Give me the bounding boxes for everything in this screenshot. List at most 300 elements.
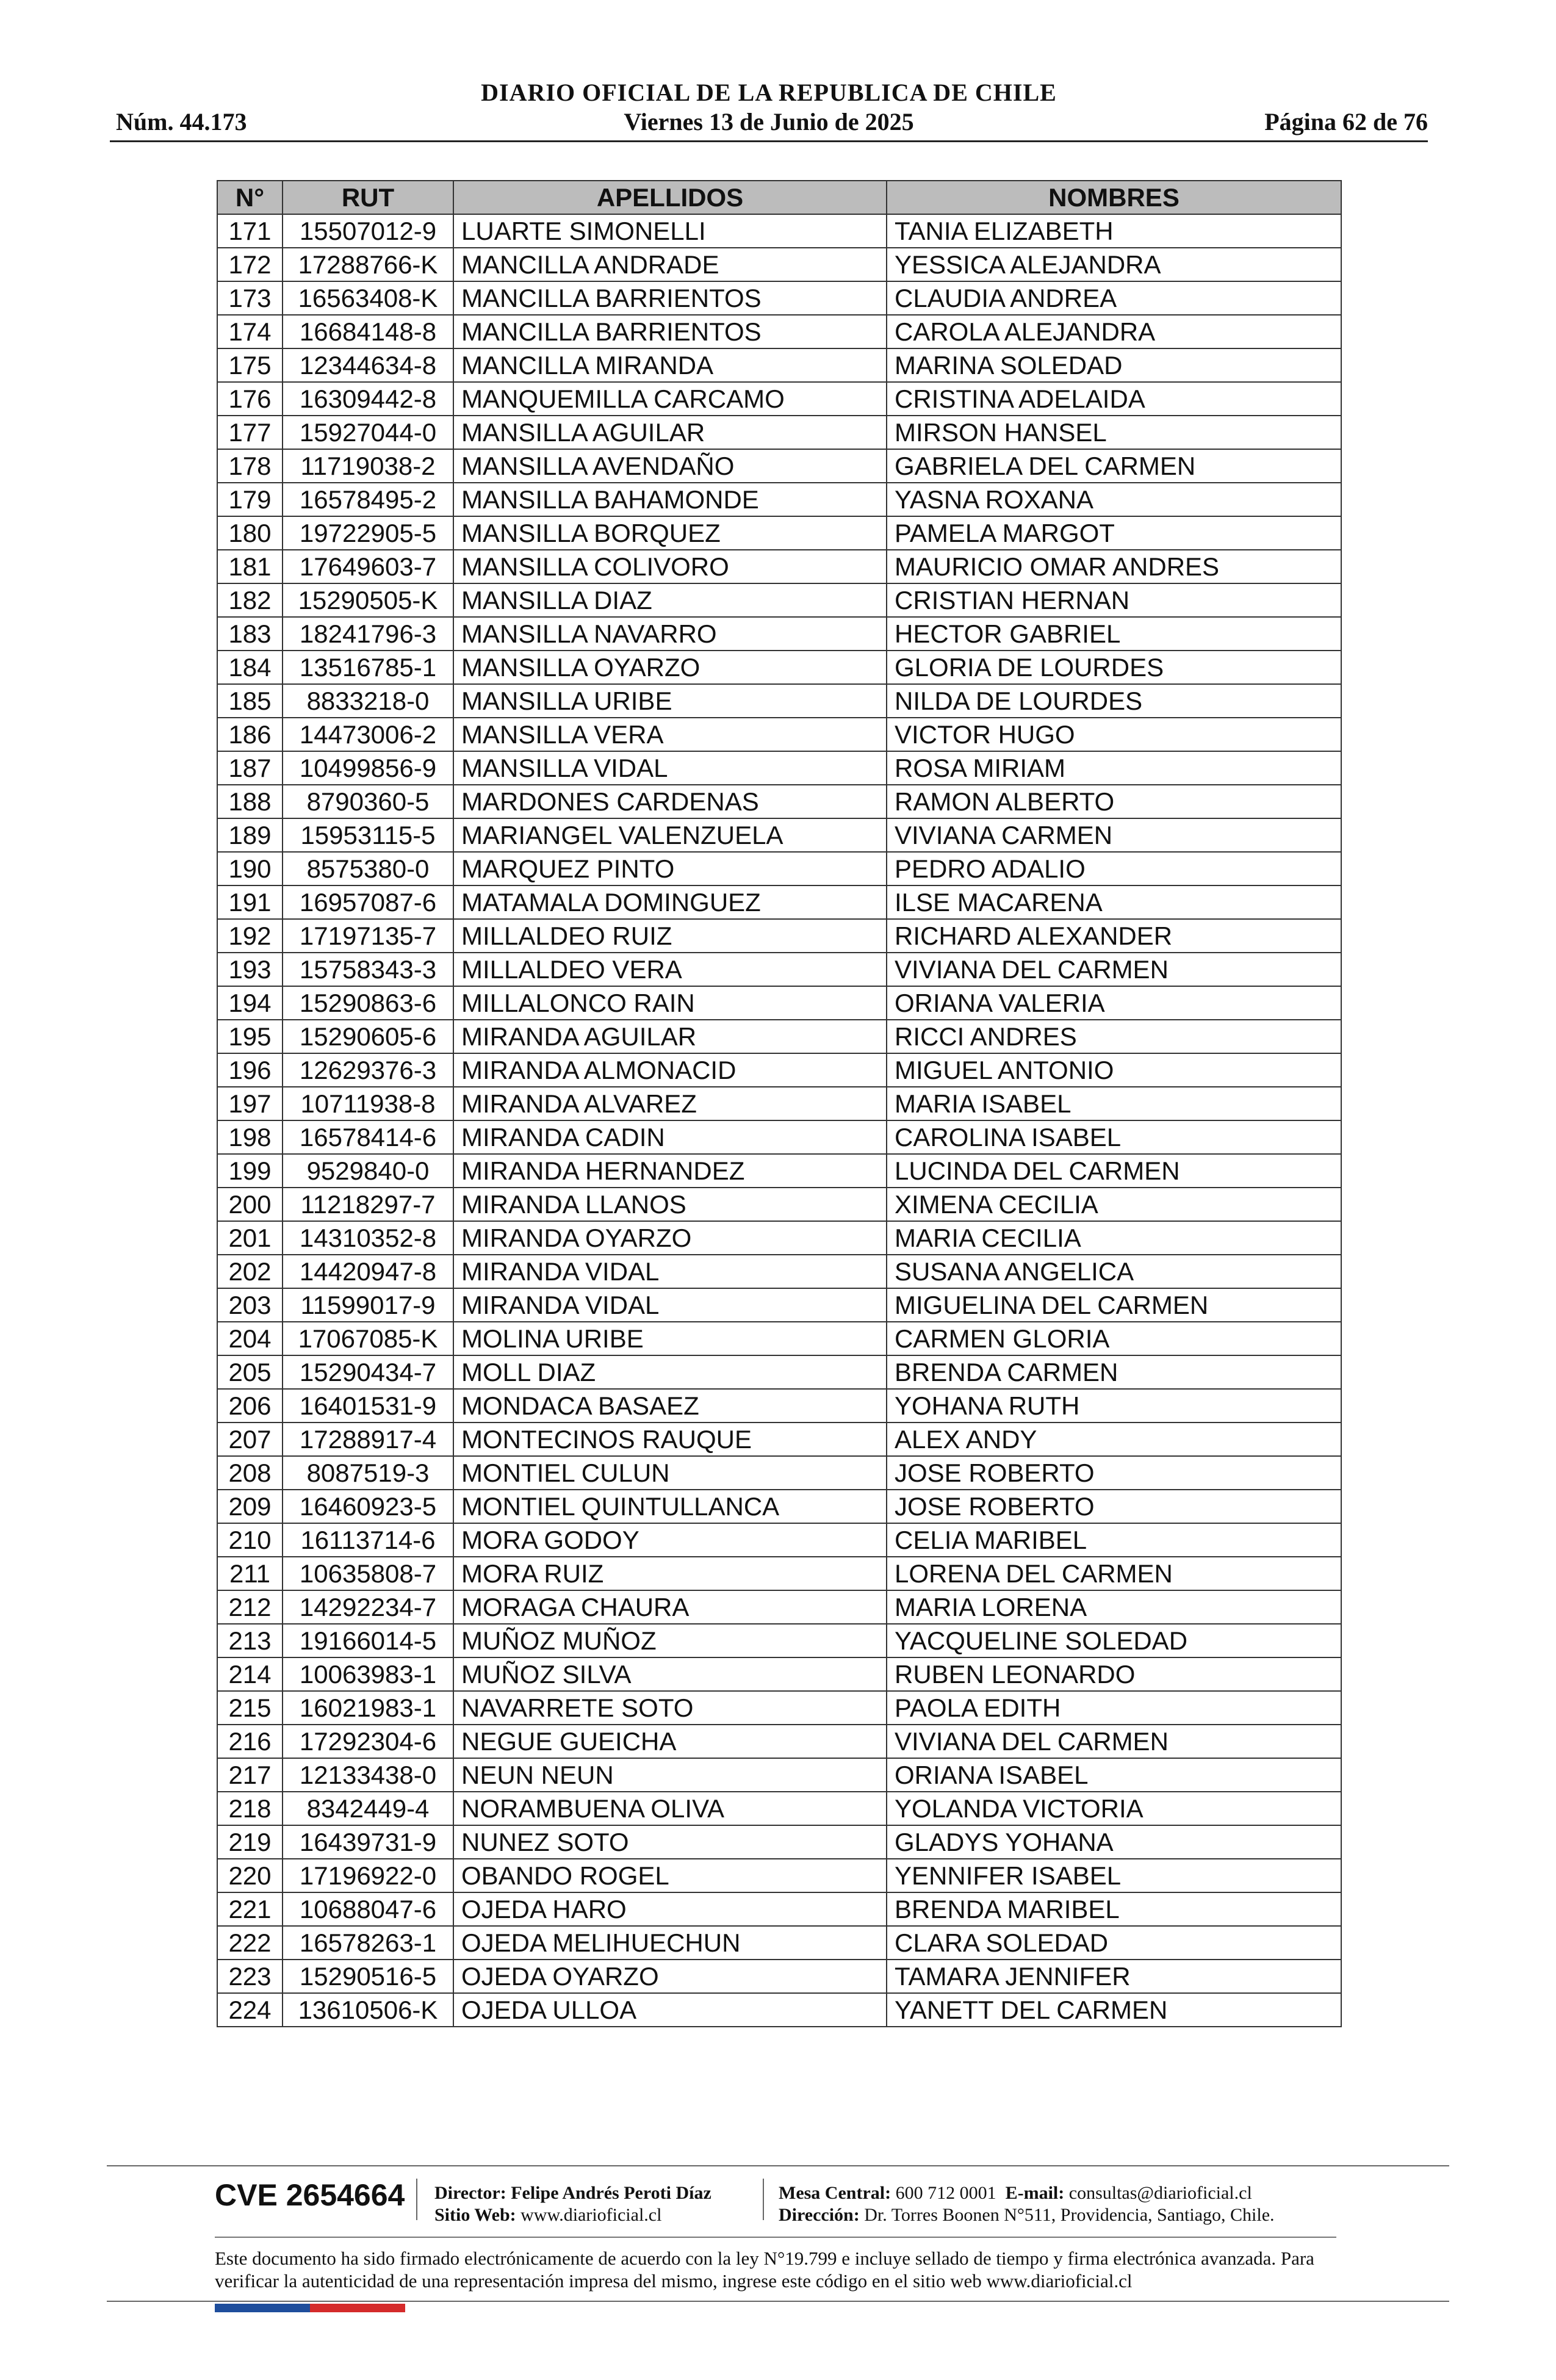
row-surnames: MONTECINOS RAUQUE xyxy=(453,1423,887,1456)
row-names: CELIA MARIBEL xyxy=(887,1523,1341,1557)
table-row xyxy=(217,1188,1341,1221)
row-names: RAMON ALBERTO xyxy=(887,785,1341,818)
row-rut: 16021983-1 xyxy=(283,1691,453,1725)
row-surnames: MANSILLA BORQUEZ xyxy=(453,516,887,550)
row-surnames: OJEDA ULLOA xyxy=(453,1993,887,2027)
row-rut: 8790360-5 xyxy=(283,785,453,818)
footer-divider-middle xyxy=(215,2237,1336,2238)
row-surnames: MANSILLA NAVARRO xyxy=(453,617,887,651)
row-number: 222 xyxy=(217,1926,283,1960)
row-surnames: MANCILLA ANDRADE xyxy=(453,248,887,281)
row-surnames: MIRANDA LLANOS xyxy=(453,1188,887,1221)
row-rut: 8833218-0 xyxy=(283,684,453,718)
row-names: YESSICA ALEJANDRA xyxy=(887,248,1341,281)
row-number: 200 xyxy=(217,1188,283,1221)
row-number: 175 xyxy=(217,348,283,382)
row-rut: 17288917-4 xyxy=(283,1423,453,1456)
table-header-row xyxy=(217,181,1341,214)
row-surnames: MIRANDA ALVAREZ xyxy=(453,1087,887,1120)
row-surnames: MILLALONCO RAIN xyxy=(453,986,887,1020)
table-body xyxy=(217,214,1341,2027)
row-number: 189 xyxy=(217,818,283,852)
row-surnames: MIRANDA AGUILAR xyxy=(453,1020,887,1053)
row-surnames: NORAMBUENA OLIVA xyxy=(453,1792,887,1825)
table-row xyxy=(217,1557,1341,1590)
mesa-label: Mesa Central: xyxy=(779,2183,891,2203)
table-row xyxy=(217,483,1341,516)
row-surnames: OJEDA HARO xyxy=(453,1892,887,1926)
row-number: 187 xyxy=(217,751,283,785)
row-surnames: MANCILLA BARRIENTOS xyxy=(453,315,887,348)
column-header-surnames: APELLIDOS xyxy=(453,181,887,214)
row-names: XIMENA CECILIA xyxy=(887,1188,1341,1221)
row-rut: 15507012-9 xyxy=(283,214,453,248)
row-rut: 16578414-6 xyxy=(283,1120,453,1154)
table-row xyxy=(217,852,1341,885)
row-surnames: MILLALDEO VERA xyxy=(453,953,887,986)
row-rut: 16460923-5 xyxy=(283,1490,453,1523)
row-names: JOSE ROBERTO xyxy=(887,1490,1341,1523)
row-number: 208 xyxy=(217,1456,283,1490)
row-rut: 17292304-6 xyxy=(283,1725,453,1758)
table-row xyxy=(217,1523,1341,1557)
row-number: 179 xyxy=(217,483,283,516)
row-names: MIGUEL ANTONIO xyxy=(887,1053,1341,1087)
table-row xyxy=(217,550,1341,583)
row-names: RICCI ANDRES xyxy=(887,1020,1341,1053)
row-number: 172 xyxy=(217,248,283,281)
row-rut: 15953115-5 xyxy=(283,818,453,852)
table-row xyxy=(217,1590,1341,1624)
table-row xyxy=(217,818,1341,852)
row-number: 201 xyxy=(217,1221,283,1255)
row-number: 178 xyxy=(217,449,283,483)
address-text: Dr. Torres Boonen N°511, Providencia, Santiago, Chile. xyxy=(864,2205,1275,2225)
row-number: 205 xyxy=(217,1355,283,1389)
row-surnames: MANQUEMILLA CARCAMO xyxy=(453,382,887,416)
row-number: 182 xyxy=(217,583,283,617)
table-row xyxy=(217,214,1341,248)
row-rut: 11719038-2 xyxy=(283,449,453,483)
row-rut: 15758343-3 xyxy=(283,953,453,986)
row-surnames: MOLL DIAZ xyxy=(453,1355,887,1389)
row-number: 181 xyxy=(217,550,283,583)
row-names: CLARA SOLEDAD xyxy=(887,1926,1341,1960)
row-names: ORIANA ISABEL xyxy=(887,1758,1341,1792)
table-row xyxy=(217,449,1341,483)
table-row xyxy=(217,1859,1341,1892)
table-row xyxy=(217,1993,1341,2027)
mesa-phone: 600 712 0001 xyxy=(895,2183,996,2203)
row-number: 199 xyxy=(217,1154,283,1188)
row-rut: 16113714-6 xyxy=(283,1523,453,1557)
row-names: TANIA ELIZABETH xyxy=(887,214,1341,248)
row-surnames: MANCILLA BARRIENTOS xyxy=(453,281,887,315)
row-rut: 12344634-8 xyxy=(283,348,453,382)
row-surnames: MIRANDA HERNANDEZ xyxy=(453,1154,887,1188)
table-row xyxy=(217,1825,1341,1859)
row-names: VIVIANA CARMEN xyxy=(887,818,1341,852)
row-names: ORIANA VALERIA xyxy=(887,986,1341,1020)
row-number: 211 xyxy=(217,1557,283,1590)
row-surnames: MANSILLA AVENDAÑO xyxy=(453,449,887,483)
row-names: RICHARD ALEXANDER xyxy=(887,919,1341,953)
email-label: E-mail: xyxy=(1005,2183,1065,2203)
row-surnames: MANSILLA URIBE xyxy=(453,684,887,718)
row-rut: 18241796-3 xyxy=(283,617,453,651)
row-surnames: MIRANDA ALMONACID xyxy=(453,1053,887,1087)
table-row xyxy=(217,1255,1341,1288)
row-surnames: MANSILLA DIAZ xyxy=(453,583,887,617)
table-row xyxy=(217,1792,1341,1825)
row-surnames: MIRANDA VIDAL xyxy=(453,1288,887,1322)
row-names: MAURICIO OMAR ANDRES xyxy=(887,550,1341,583)
row-surnames: MANSILLA COLIVORO xyxy=(453,550,887,583)
row-names: GLORIA DE LOURDES xyxy=(887,651,1341,684)
row-rut: 9529840-0 xyxy=(283,1154,453,1188)
row-surnames: MIRANDA CADIN xyxy=(453,1120,887,1154)
row-rut: 8575380-0 xyxy=(283,852,453,885)
row-rut: 16957087-6 xyxy=(283,885,453,919)
row-surnames: OJEDA OYARZO xyxy=(453,1960,887,1993)
row-surnames: MIRANDA OYARZO xyxy=(453,1221,887,1255)
row-number: 195 xyxy=(217,1020,283,1053)
row-names: CAROLINA ISABEL xyxy=(887,1120,1341,1154)
row-number: 203 xyxy=(217,1288,283,1322)
row-names: ALEX ANDY xyxy=(887,1423,1341,1456)
row-number: 207 xyxy=(217,1423,283,1456)
row-number: 176 xyxy=(217,382,283,416)
page-header xyxy=(110,72,1428,145)
footer-divider-bottom xyxy=(107,2301,1449,2302)
row-surnames: MARDONES CARDENAS xyxy=(453,785,887,818)
row-names: BRENDA MARIBEL xyxy=(887,1892,1341,1926)
row-rut: 12133438-0 xyxy=(283,1758,453,1792)
row-names: VIVIANA DEL CARMEN xyxy=(887,1725,1341,1758)
table-row xyxy=(217,1691,1341,1725)
table-row xyxy=(217,885,1341,919)
row-surnames: MONTIEL QUINTULLANCA xyxy=(453,1490,887,1523)
row-rut: 14310352-8 xyxy=(283,1221,453,1255)
row-number: 209 xyxy=(217,1490,283,1523)
row-number: 177 xyxy=(217,416,283,449)
row-rut: 16578263-1 xyxy=(283,1926,453,1960)
row-rut: 15290605-6 xyxy=(283,1020,453,1053)
row-names: MARIA LORENA xyxy=(887,1590,1341,1624)
row-names: RUBEN LEONARDO xyxy=(887,1657,1341,1691)
row-number: 215 xyxy=(217,1691,283,1725)
director-label: Director: xyxy=(434,2183,506,2203)
row-surnames: MILLALDEO RUIZ xyxy=(453,919,887,953)
row-rut: 10711938-8 xyxy=(283,1087,453,1120)
row-names: MARINA SOLEDAD xyxy=(887,348,1341,382)
row-rut: 15290863-6 xyxy=(283,986,453,1020)
row-names: CARMEN GLORIA xyxy=(887,1322,1341,1355)
row-names: GLADYS YOHANA xyxy=(887,1825,1341,1859)
row-number: 204 xyxy=(217,1322,283,1355)
row-surnames: OBANDO ROGEL xyxy=(453,1859,887,1892)
row-number: 210 xyxy=(217,1523,283,1557)
row-names: YOHANA RUTH xyxy=(887,1389,1341,1423)
row-number: 202 xyxy=(217,1255,283,1288)
table-row xyxy=(217,1926,1341,1960)
row-rut: 16684148-8 xyxy=(283,315,453,348)
cve-code: CVE 2654664 xyxy=(215,2178,405,2212)
row-names: PEDRO ADALIO xyxy=(887,852,1341,885)
row-surnames: LUARTE SIMONELLI xyxy=(453,214,887,248)
row-number: 174 xyxy=(217,315,283,348)
row-surnames: MUÑOZ MUÑOZ xyxy=(453,1624,887,1657)
legal-notice: Este documento ha sido firmado electrónicamente de acuerdo con la ley N°19.799 e incluye sellado de tiempo y firma electrónica avanzada. Para verificar la autenticidad de una representación impresa del mismo, ingrese este código en el sitio web www.diarioficial.cl xyxy=(215,2248,1314,2292)
row-surnames: MANSILLA BAHAMONDE xyxy=(453,483,887,516)
row-rut: 15290434-7 xyxy=(283,1355,453,1389)
table-row xyxy=(217,684,1341,718)
row-rut: 17288766-K xyxy=(283,248,453,281)
row-names: CRISTINA ADELAIDA xyxy=(887,382,1341,416)
issue-number: Núm. 44.173 xyxy=(116,108,247,135)
table-row xyxy=(217,1120,1341,1154)
page-indicator: Página 62 de 76 xyxy=(1264,108,1428,135)
row-rut: 12629376-3 xyxy=(283,1053,453,1087)
row-number: 183 xyxy=(217,617,283,651)
row-surnames: NEUN NEUN xyxy=(453,1758,887,1792)
row-rut: 8087519-3 xyxy=(283,1456,453,1490)
row-surnames: NEGUE GUEICHA xyxy=(453,1725,887,1758)
row-number: 191 xyxy=(217,885,283,919)
row-rut: 10635808-7 xyxy=(283,1557,453,1590)
row-number: 218 xyxy=(217,1792,283,1825)
table-row xyxy=(217,583,1341,617)
contact-block xyxy=(779,2182,1275,2226)
table-row xyxy=(217,348,1341,382)
row-rut: 17067085-K xyxy=(283,1322,453,1355)
row-rut: 14473006-2 xyxy=(283,718,453,751)
row-names: HECTOR GABRIEL xyxy=(887,617,1341,651)
row-rut: 16401531-9 xyxy=(283,1389,453,1423)
row-names: NILDA DE LOURDES xyxy=(887,684,1341,718)
beneficiaries-table xyxy=(217,180,1342,2027)
row-surnames: MORA RUIZ xyxy=(453,1557,887,1590)
flag-red-segment xyxy=(310,2304,405,2312)
table-row xyxy=(217,953,1341,986)
row-number: 223 xyxy=(217,1960,283,1993)
row-rut: 15290505-K xyxy=(283,583,453,617)
row-rut: 8342449-4 xyxy=(283,1792,453,1825)
table-row xyxy=(217,1221,1341,1255)
row-surnames: MARIANGEL VALENZUELA xyxy=(453,818,887,852)
row-surnames: OJEDA MELIHUECHUN xyxy=(453,1926,887,1960)
row-rut: 16309442-8 xyxy=(283,382,453,416)
column-header-rut: RUT xyxy=(283,181,453,214)
row-surnames: MANSILLA AGUILAR xyxy=(453,416,887,449)
row-names: LUCINDA DEL CARMEN xyxy=(887,1154,1341,1188)
row-names: YACQUELINE SOLEDAD xyxy=(887,1624,1341,1657)
row-names: YENNIFER ISABEL xyxy=(887,1859,1341,1892)
column-header-names: NOMBRES xyxy=(887,181,1341,214)
site-link[interactable]: www.diarioficial.cl xyxy=(520,2205,662,2225)
table-row xyxy=(217,516,1341,550)
row-number: 180 xyxy=(217,516,283,550)
footer-separator xyxy=(763,2179,764,2220)
table-row xyxy=(217,1355,1341,1389)
address-label: Dirección: xyxy=(779,2205,860,2225)
row-names: MARIA CECILIA xyxy=(887,1221,1341,1255)
row-surnames: MORAGA CHAURA xyxy=(453,1590,887,1624)
row-number: 192 xyxy=(217,919,283,953)
row-number: 206 xyxy=(217,1389,283,1423)
table-row xyxy=(217,651,1341,684)
row-names: CLAUDIA ANDREA xyxy=(887,281,1341,315)
table-row xyxy=(217,1020,1341,1053)
row-number: 216 xyxy=(217,1725,283,1758)
row-rut: 15927044-0 xyxy=(283,416,453,449)
flag-stripe xyxy=(215,2304,405,2312)
table-row xyxy=(217,1490,1341,1523)
row-names: YASNA ROXANA xyxy=(887,483,1341,516)
table-row xyxy=(217,986,1341,1020)
row-rut: 13516785-1 xyxy=(283,651,453,684)
row-number: 171 xyxy=(217,214,283,248)
row-number: 219 xyxy=(217,1825,283,1859)
table-row xyxy=(217,281,1341,315)
row-number: 186 xyxy=(217,718,283,751)
row-rut: 10063983-1 xyxy=(283,1657,453,1691)
table-row xyxy=(217,1758,1341,1792)
row-rut: 16563408-K xyxy=(283,281,453,315)
table-row xyxy=(217,1087,1341,1120)
table-row xyxy=(217,382,1341,416)
row-surnames: MUÑOZ SILVA xyxy=(453,1657,887,1691)
table-row xyxy=(217,617,1341,651)
table-row xyxy=(217,1389,1341,1423)
table-row xyxy=(217,1288,1341,1322)
row-names: GABRIELA DEL CARMEN xyxy=(887,449,1341,483)
row-number: 188 xyxy=(217,785,283,818)
table-row xyxy=(217,1423,1341,1456)
row-names: VIVIANA DEL CARMEN xyxy=(887,953,1341,986)
row-number: 220 xyxy=(217,1859,283,1892)
row-names: MIGUELINA DEL CARMEN xyxy=(887,1288,1341,1322)
row-names: CAROLA ALEJANDRA xyxy=(887,315,1341,348)
row-number: 212 xyxy=(217,1590,283,1624)
table-row xyxy=(217,785,1341,818)
row-number: 193 xyxy=(217,953,283,986)
row-number: 197 xyxy=(217,1087,283,1120)
director-name: Felipe Andrés Peroti Díaz xyxy=(511,2183,711,2203)
row-number: 221 xyxy=(217,1892,283,1926)
row-names: PAOLA EDITH xyxy=(887,1691,1341,1725)
row-number: 196 xyxy=(217,1053,283,1087)
header-divider xyxy=(110,140,1428,142)
site-label: Sitio Web: xyxy=(434,2205,516,2225)
issue-date: Viernes 13 de Junio de 2025 xyxy=(624,108,914,135)
row-names: MIRSON HANSEL xyxy=(887,416,1341,449)
row-number: 185 xyxy=(217,684,283,718)
row-names: ILSE MACARENA xyxy=(887,885,1341,919)
row-surnames: MONDACA BASAEZ xyxy=(453,1389,887,1423)
row-surnames: MIRANDA VIDAL xyxy=(453,1255,887,1288)
table-row xyxy=(217,416,1341,449)
row-number: 190 xyxy=(217,852,283,885)
row-rut: 16439731-9 xyxy=(283,1825,453,1859)
row-names: YOLANDA VICTORIA xyxy=(887,1792,1341,1825)
table-row xyxy=(217,1892,1341,1926)
row-names: PAMELA MARGOT xyxy=(887,516,1341,550)
column-header-number: N° xyxy=(217,181,283,214)
row-number: 173 xyxy=(217,281,283,315)
row-surnames: MATAMALA DOMINGUEZ xyxy=(453,885,887,919)
table-row xyxy=(217,315,1341,348)
row-number: 217 xyxy=(217,1758,283,1792)
row-number: 224 xyxy=(217,1993,283,2027)
row-rut: 11218297-7 xyxy=(283,1188,453,1221)
row-surnames: MANSILLA OYARZO xyxy=(453,651,887,684)
row-rut: 17649603-7 xyxy=(283,550,453,583)
row-rut: 11599017-9 xyxy=(283,1288,453,1322)
row-surnames: MANSILLA VERA xyxy=(453,718,887,751)
row-rut: 19722905-5 xyxy=(283,516,453,550)
row-names: JOSE ROBERTO xyxy=(887,1456,1341,1490)
row-rut: 14292234-7 xyxy=(283,1590,453,1624)
row-rut: 17196922-0 xyxy=(283,1859,453,1892)
row-rut: 14420947-8 xyxy=(283,1255,453,1288)
row-surnames: NUNEZ SOTO xyxy=(453,1825,887,1859)
email-link[interactable]: consultas@diarioficial.cl xyxy=(1068,2183,1252,2203)
row-names: SUSANA ANGELICA xyxy=(887,1255,1341,1288)
row-surnames: MORA GODOY xyxy=(453,1523,887,1557)
row-names: BRENDA CARMEN xyxy=(887,1355,1341,1389)
row-surnames: MOLINA URIBE xyxy=(453,1322,887,1355)
table-row xyxy=(217,1053,1341,1087)
table-row xyxy=(217,1322,1341,1355)
row-names: MARIA ISABEL xyxy=(887,1087,1341,1120)
footer-separator xyxy=(416,2179,417,2220)
table-row xyxy=(217,1624,1341,1657)
row-names: LORENA DEL CARMEN xyxy=(887,1557,1341,1590)
row-names: TAMARA JENNIFER xyxy=(887,1960,1341,1993)
row-number: 213 xyxy=(217,1624,283,1657)
row-names: ROSA MIRIAM xyxy=(887,751,1341,785)
table-row xyxy=(217,919,1341,953)
row-rut: 19166014-5 xyxy=(283,1624,453,1657)
row-rut: 13610506-K xyxy=(283,1993,453,2027)
row-surnames: MANCILLA MIRANDA xyxy=(453,348,887,382)
row-surnames: MONTIEL CULUN xyxy=(453,1456,887,1490)
table-row xyxy=(217,1154,1341,1188)
row-surnames: MANSILLA VIDAL xyxy=(453,751,887,785)
row-rut: 17197135-7 xyxy=(283,919,453,953)
publication-title: DIARIO OFICIAL DE LA REPUBLICA DE CHILE xyxy=(481,79,1057,106)
row-surnames: MARQUEZ PINTO xyxy=(453,852,887,885)
flag-blue-segment xyxy=(215,2304,310,2312)
table-row xyxy=(217,248,1341,281)
row-number: 184 xyxy=(217,651,283,684)
footer-divider-top xyxy=(107,2165,1449,2166)
row-surnames: NAVARRETE SOTO xyxy=(453,1691,887,1725)
row-rut: 10499856-9 xyxy=(283,751,453,785)
table-row xyxy=(217,718,1341,751)
row-names: YANETT DEL CARMEN xyxy=(887,1993,1341,2027)
director-block xyxy=(434,2182,711,2226)
table-row xyxy=(217,1725,1341,1758)
row-rut: 10688047-6 xyxy=(283,1892,453,1926)
table-row xyxy=(217,1657,1341,1691)
row-number: 198 xyxy=(217,1120,283,1154)
row-rut: 15290516-5 xyxy=(283,1960,453,1993)
table-row xyxy=(217,751,1341,785)
row-number: 214 xyxy=(217,1657,283,1691)
row-number: 194 xyxy=(217,986,283,1020)
